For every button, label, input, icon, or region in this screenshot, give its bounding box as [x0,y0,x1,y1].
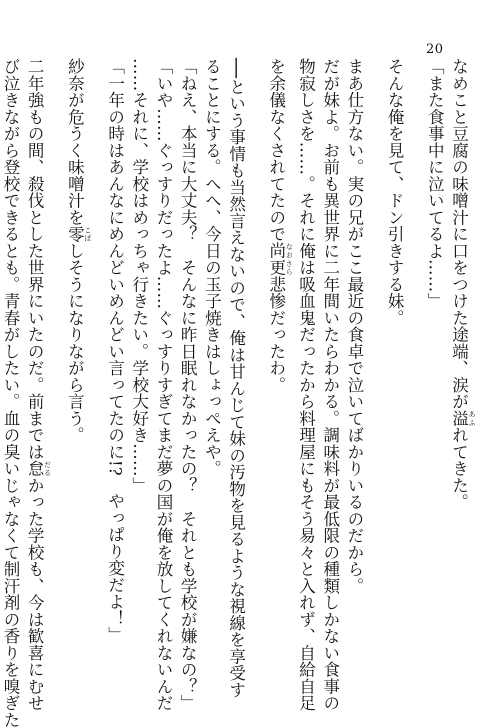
text-column: 「いや……ぐっすりだったよ……ぐっすりすぎてまだ夢の国が俺を放してくれないんだ [153,58,173,712]
ruby-annotation: 尚更 なおさら [266,242,294,276]
ruby-annotation: 溢 あふ [449,409,476,427]
text-column: 紗奈が危うく味噌汁を零 こぼしそうになりながら言う。 [65,58,92,444]
ruby-annotation: 怠 だる [25,460,52,477]
ruby-reading: だる [43,460,52,477]
text-column: 二年強もの間、殺伐とした世界にいたのだ。前までは怠 だるかった学校も、今は歓喜にむせ [25,58,52,712]
vertical-text-body [0,58,476,728]
ruby-reading: なおさら [285,242,294,276]
text-column: まあ仕方ない。実の兄がここ最近の食卓で泣いてばかりいるのだから。 [344,58,364,594]
page-number: 20 [426,42,444,57]
ruby-annotation: 零 こぼ [65,225,92,243]
text-column: だが妹よ。お前も異世界に二年間いたらわかる。調味料が最低限の種類しかない食事の [320,58,340,712]
ruby-reading: あふ [468,409,476,427]
text-column: 「一年の時はあんなにめんどいめんどい言ってたのに!? やっぱり変だよ！」 [105,58,125,644]
text-column: 「ねえ、本当に大丈夫？ そんなに昨日眠れなかったの？ それとも学校が嫌なの？」 [178,58,198,712]
text-column: 「また食事中に泣いてるよ……」 [425,58,445,310]
text-column: なめこと豆腐の味噌汁に口をつけた途端、涙が溢 あふれてきた。 [449,58,476,511]
text-column: ることにする。へへ、今日の玉子焼きはしょっぺえや。 [202,58,222,477]
text-column: 物寂しさを……。それに俺は吸血鬼だったから料理屋にもそう易々と入れず、自給自足 [296,58,316,712]
text-column: ……それに、学校はめっちゃ行きたい。学校大好き……」 [129,58,149,494]
text-column: ──という事情も当然言えないので、俺は甘んじて妹の汚物を見るような視線を享受す [226,58,246,699]
text-column: び泣きながら登校できるとも。青春がしたい。血の臭いじゃなくて制汗剤の香りを嗅ぎた [0,58,20,728]
text-column: そんな俺を見て、ドン引きする妹。 [385,58,405,326]
ruby-reading: こぼ [83,225,92,243]
text-column: を余儀なくされてたので尚更 なおさら悲惨だったわ。 [266,58,294,393]
